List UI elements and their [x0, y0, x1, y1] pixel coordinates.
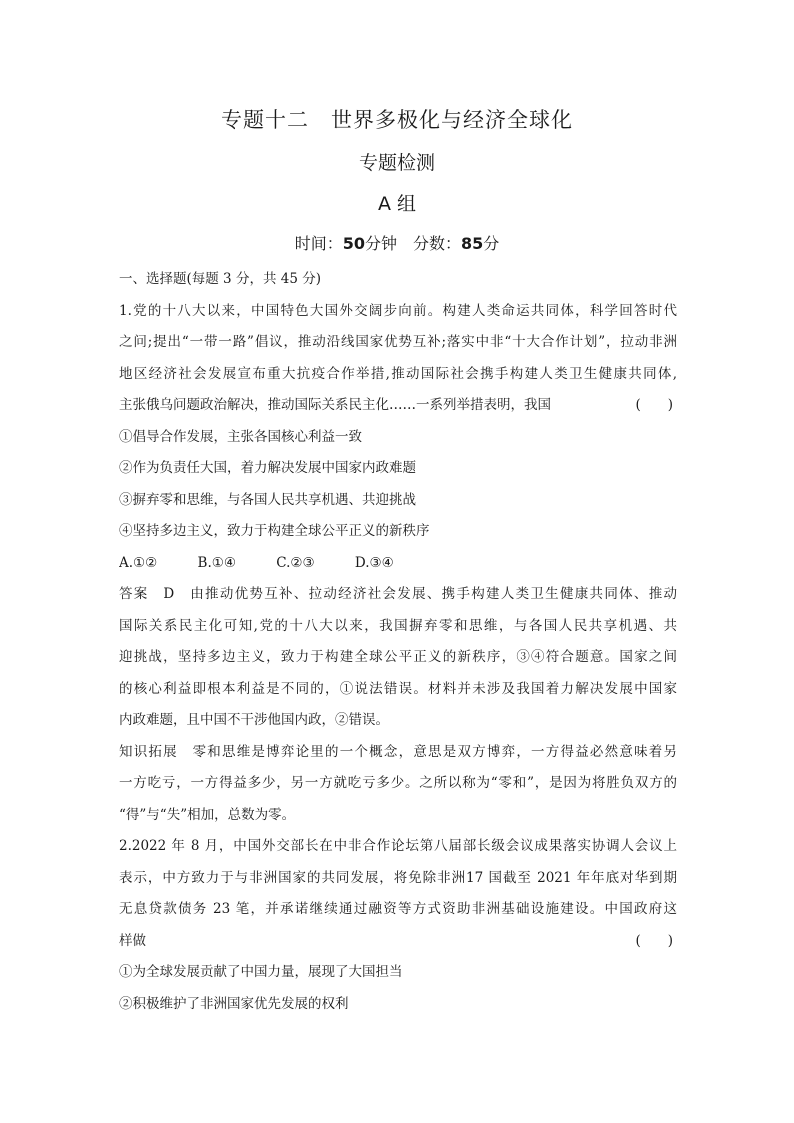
q1-answer-line: 答案 D 由推动优势互补、拉动经济社会发展、携手构建人类卫生健康共同体、推动 — [119, 586, 677, 602]
score-value: 85 — [461, 234, 484, 253]
knowledge-extension-line: 知识拓展 零和思维是博弈论里的一个概念，意思是双方博弈，一方得益必然意味着另 — [119, 743, 677, 760]
q1-stem-last-line — [119, 390, 677, 422]
q1-answer-line: 的核心利益即根本利益是不同的，①说法错误。材料并未涉及我国着力解决发展中国家 — [119, 680, 677, 697]
q2-answer-paren: ( ) — [635, 932, 673, 949]
choice-d: D.③④ — [354, 554, 394, 571]
time-value: 50 — [342, 234, 365, 253]
document-body — [119, 264, 677, 1020]
q2-stem-text: 样做 — [119, 932, 146, 949]
knowledge-extension-line: “得”与“失”相加，总数为零。 — [119, 806, 296, 823]
q1-option: ①倡导合作发展，主张各国核心利益一致 — [119, 428, 362, 445]
q1-stem-line: 1.党的十八大以来，中国特色大国外交阔步向前。构建人类命运共同体，科学回答时代 — [119, 302, 677, 319]
q1-answer-line: 内政难题，且中国不干涉他国内政，②错误。 — [119, 712, 389, 728]
score-unit: 分 — [483, 234, 500, 253]
q1-stem-text: 主张俄乌问题政治解决，推动国际关系民主化……一系列举措表明，我国 — [119, 397, 551, 413]
section-heading: 一、选择题(每题 3 分，共 45 分) — [119, 271, 321, 287]
page-title: 专题十二 世界多极化与经济全球化 — [221, 108, 573, 132]
q1-option: ④坚持多边主义，致力于构建全球公平正义的新秩序 — [119, 523, 430, 539]
q2-option: ②积极维护了非洲国家优先发展的权利 — [119, 995, 349, 1012]
choice-a: A.①② — [119, 554, 158, 571]
time-score-line — [0, 231, 794, 254]
q1-option: ②作为负责任大国，着力解决发展中国家内政难题 — [119, 460, 416, 476]
choice-b: B.①④ — [197, 554, 236, 571]
q1-answer-line: 迎挑战，坚持多边主义，致力于构建全球公平正义的新秩序，③④符合题意。国家之间 — [119, 649, 677, 665]
group-label: A 组 — [377, 193, 417, 215]
knowledge-extension-line: 一方吃亏，一方得益多少，另一方就吃亏多少。之所以称为“零和”，是因为将胜负双方的 — [119, 775, 677, 791]
q1-stem-line: 之问;提出“一带一路”倡议，推动沿线国家优势互补;落实中非“十大合作计划”，拉动非洲 — [119, 334, 677, 350]
time-unit: 分钟 分数： — [364, 234, 461, 253]
time-label: 时间： — [294, 234, 343, 253]
q1-stem-line: 地区经济社会发展宣布重大抗疫合作举措,推动国际社会携手构建人类卫生健康共同体, — [119, 365, 677, 382]
q1-option: ③摒弃零和思维，与各国人民共享机遇、共迎挑战 — [119, 491, 416, 508]
choice-c: C.②③ — [276, 554, 315, 571]
q2-stem-line: 表示，中方致力于与非洲国家的共同发展，将免除非洲17 国截至 2021 年年底对华到期 — [119, 869, 677, 886]
q1-choices — [119, 548, 677, 580]
page-subtitle: 专题检测 — [358, 152, 435, 174]
q1-answer-line: 国际关系民主化可知,党的十八大以来，我国摒弃零和思维，与各国人民共享机遇、共 — [119, 617, 677, 634]
q1-answer-paren: ( ) — [635, 397, 673, 413]
q2-stem-last-line — [119, 926, 677, 958]
q2-option: ①为全球发展贡献了中国力量，展现了大国担当 — [119, 964, 403, 980]
q2-stem-line: 2.2022 年 8 月，中国外交部长在中非合作论坛第八届部长级会议成果落实协调人会议上 — [119, 838, 677, 854]
q2-stem-line: 无息贷款债务 23 笔，并承诺继续通过融资等方式资助非洲基础设施建设。中国政府这 — [119, 901, 677, 917]
